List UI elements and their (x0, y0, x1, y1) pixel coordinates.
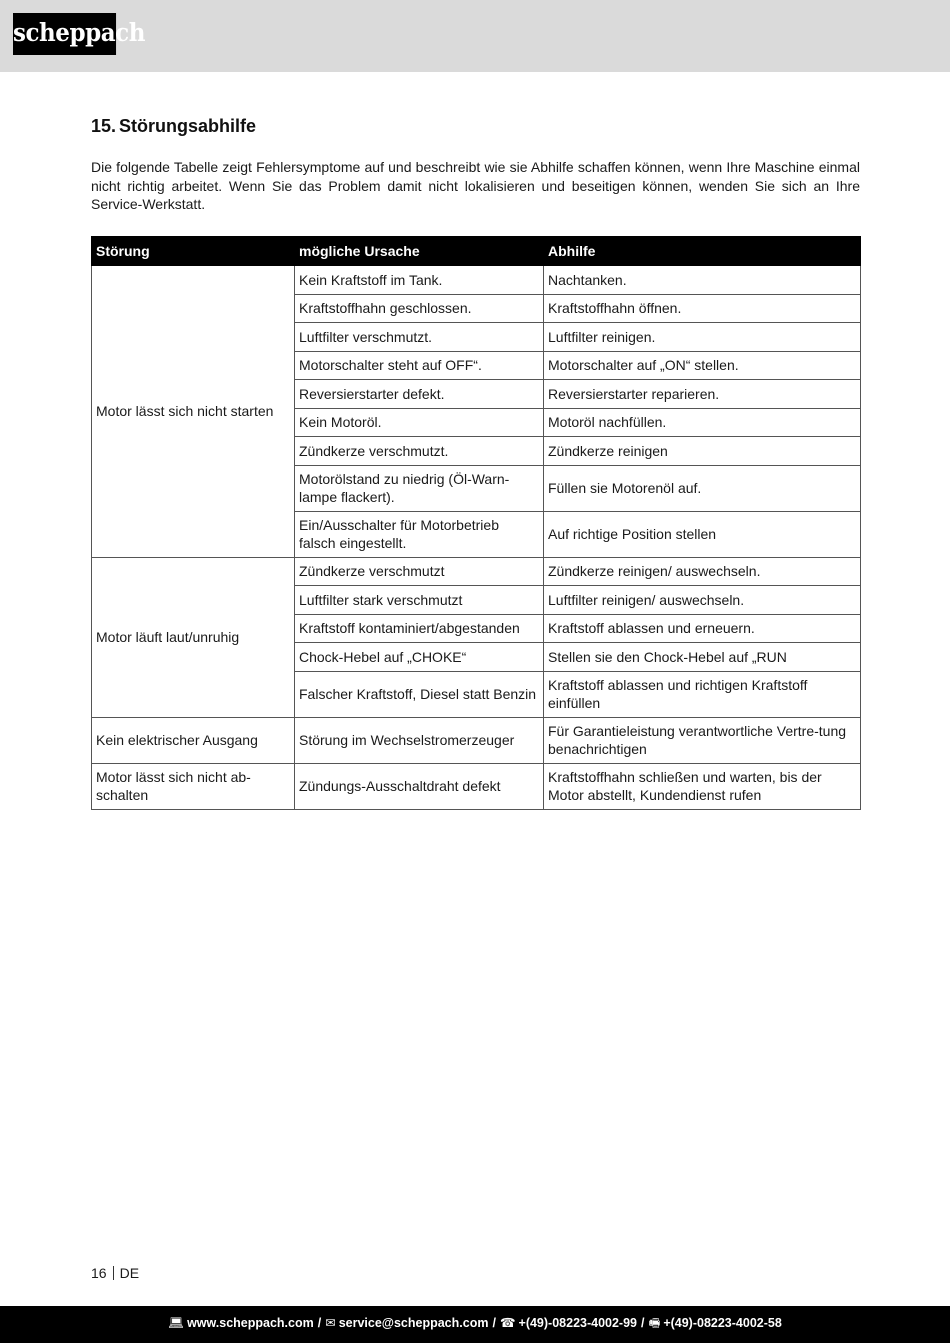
footer-email[interactable]: service@scheppach.com (338, 1316, 489, 1330)
cause-cell: Kein Motoröl. (295, 408, 544, 437)
page-number-value: 16 (91, 1265, 107, 1281)
table-row (92, 266, 861, 295)
page-number-divider (113, 1266, 114, 1280)
header-cause: mögliche Ursache (295, 237, 544, 266)
fault-cell: Motor lässt sich nicht starten (92, 266, 295, 558)
remedy-cell: Für Garantieleistung verantwortliche Vertre-tung benachrichtigen (544, 717, 861, 763)
intro-paragraph: Die folgende Tabelle zeigt Fehlersymptome auf und beschreibt wie sie Abhilfe schaffen können, wenn Ihre Maschine einmal nicht richtig arbeitet. Wenn Sie das Problem damit nicht lokalisieren und beseitigen können, wenden Sie sich an Ihre Service-Werkstatt. (91, 159, 860, 212)
scheppach-logo: scheppach (13, 13, 116, 55)
cause-cell: Kraftstoff kontaminiert/abgestanden (295, 614, 544, 643)
cause-cell: Luftfilter verschmutzt. (295, 323, 544, 352)
troubleshooting-table (91, 236, 861, 810)
table-row (92, 557, 861, 586)
cause-cell: Reversierstarter defekt. (295, 380, 544, 409)
page-number (91, 1265, 139, 1281)
page-header (0, 0, 950, 72)
phone-icon: ☎︎ (499, 1316, 516, 1330)
table-row (92, 717, 861, 763)
footer-separator: / (317, 1316, 322, 1330)
footer-separator: / (492, 1316, 496, 1330)
cause-cell: Falscher Kraftstoff, Diesel statt Benzin (295, 671, 544, 717)
cause-cell: Zündkerze verschmutzt. (295, 437, 544, 466)
cause-cell: Motorölstand zu niedrig (Öl-Warn-lampe flackert). (295, 465, 544, 511)
cause-cell: Ein/Ausschalter für Motorbetrieb falsch eingestellt. (295, 511, 544, 557)
remedy-cell: Kraftstoff ablassen und richtigen Kraftstoff einfüllen (544, 671, 861, 717)
cause-cell: Chock-Hebel auf „CHOKE“ (295, 643, 544, 672)
remedy-cell: Füllen sie Motorenöl auf. (544, 465, 861, 511)
footer-website[interactable]: www.scheppach.com (187, 1316, 314, 1330)
cause-cell: Kein Kraftstoff im Tank. (295, 266, 544, 295)
fault-cell: Motor läuft laut/unruhig (92, 557, 295, 717)
header-fault: Störung (92, 237, 295, 266)
table-header-row (92, 237, 861, 266)
page-footer (0, 1306, 950, 1343)
fault-cell: Motor lässt sich nicht ab-schalten (92, 763, 295, 809)
fax-icon: 🖷︎ (648, 1316, 661, 1330)
footer-phone: +(49)-08223-4002-99 (518, 1316, 638, 1330)
section-number: 15. (91, 116, 117, 136)
remedy-cell: Stellen sie den Chock-Hebel auf „RUN (544, 643, 861, 672)
page-language: DE (119, 1265, 140, 1281)
remedy-cell: Auf richtige Position stellen (544, 511, 861, 557)
remedy-cell: Reversierstarter reparieren. (544, 380, 861, 409)
remedy-cell: Nachtanken. (544, 266, 861, 295)
cause-cell: Zündkerze verschmutzt (295, 557, 544, 586)
remedy-cell: Kraftstoff ablassen und erneuern. (544, 614, 861, 643)
remedy-cell: Kraftstoffhahn öffnen. (544, 294, 861, 323)
fault-cell: Kein elektrischer Ausgang (92, 717, 295, 763)
remedy-cell: Luftfilter reinigen/ auswechseln. (544, 586, 861, 615)
remedy-cell: Motoröl nachfüllen. (544, 408, 861, 437)
table-row (92, 763, 861, 809)
cause-cell: Zündungs-Ausschaltdraht defekt (295, 763, 544, 809)
cause-cell: Motorschalter steht auf OFF“. (295, 351, 544, 380)
remedy-cell: Motorschalter auf „ON“ stellen. (544, 351, 861, 380)
section-title-text: Störungsabhilfe (119, 116, 257, 136)
computer-icon: 💻︎ (168, 1316, 185, 1330)
footer-separator: / (641, 1316, 645, 1330)
header-remedy: Abhilfe (544, 237, 861, 266)
remedy-cell: Luftfilter reinigen. (544, 323, 861, 352)
cause-cell: Luftfilter stark verschmutzt (295, 586, 544, 615)
mail-icon: ✉︎ (325, 1316, 336, 1330)
cause-cell: Störung im Wechselstromerzeuger (295, 717, 544, 763)
remedy-cell: Zündkerze reinigen/ auswechseln. (544, 557, 861, 586)
footer-fax: +(49)-08223-4002-58 (663, 1316, 782, 1330)
remedy-cell: Zündkerze reinigen (544, 437, 861, 466)
cause-cell: Kraftstoffhahn geschlossen. (295, 294, 544, 323)
remedy-cell: Kraftstoffhahn schließen und warten, bis der Motor abstellt, Kundendienst rufen (544, 763, 861, 809)
section-title (91, 116, 256, 137)
